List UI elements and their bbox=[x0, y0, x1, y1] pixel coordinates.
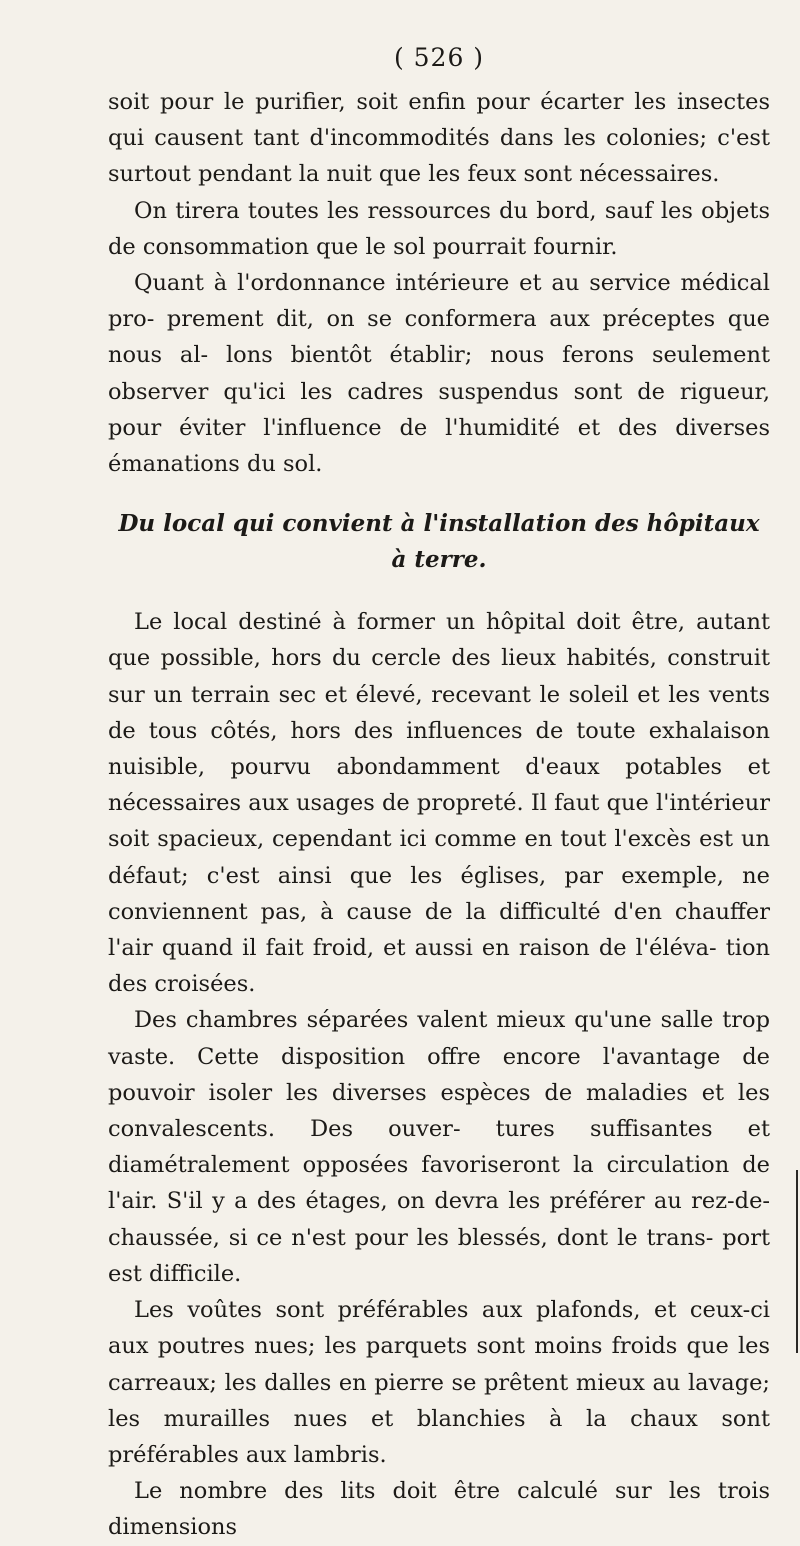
paragraph: Les voûtes sont préférables aux plafonds, et ceux-ci aux poutres nues; les parquets sont moins froids que les carreaux; les dalles en pierre se prêtent mieux au lavage; les murailles nues et blanchies à la chaux sont préférables aux lambris. bbox=[108, 1297, 770, 1468]
section-heading: Du local qui convient à l'installation des hôpitaux à terre. bbox=[118, 510, 760, 574]
paragraph: soit pour le purifier, soit enfin pour écarter les insectes qui causent tant d'incommodités dans les colonies; c'est surtout pendant la nuit que les feux sont nécessaires. bbox=[108, 89, 770, 188]
paragraph: Le local destiné à former un hôpital doit être, autant que possible, hors du cercle des lieux habités, construit sur un terrain sec et élevé, recevant le soleil et les vents de tous côtés, hors des influences de toute exhalaison nuisible, pourvu abondamment d'eaux potables et nécessaires aux usages de propreté. Il faut que l'intérieur soit spacieux, cependant ici comme en tout l'excès est un défaut; c'est ainsi que les églises, par exemple, ne conviennent pas, à cause de la difficulté d'en chauffer l'air quand il fait froid, et aussi en raison de l'éléva- tion des croisées. bbox=[108, 609, 770, 998]
page-number: ( 526 ) bbox=[393, 43, 485, 72]
paragraph: Des chambres séparées valent mieux qu'une salle trop vaste. Cette disposition offre encore l'avantage de pouvoir isoler les diverses espèces de maladies et les convalescents. Des ouver- tures suffisantes et diamétralement opposées favoriseront la circulation de l'air. S'il y a des étages, on devra les préférer au rez-de-chaussée, si ce n'est pour les blessés, dont le trans- port est difficile. bbox=[108, 1007, 770, 1287]
page-edge-shadow bbox=[796, 1170, 798, 1353]
paragraph: Quant à l'ordonnance intérieure et au service médical pro- prement dit, on se conformera aux préceptes que nous al- lons bientôt établir; nous ferons seulement observer qu'ici les cadres suspendus sont de rigueur, pour éviter l'influence de l'humidité et des diverses émanations du sol. bbox=[108, 270, 770, 478]
document-page bbox=[108, 38, 770, 1546]
paragraph: Le nombre des lits doit être calculé sur les trois dimensions bbox=[108, 1478, 770, 1541]
paragraph: On tirera toutes les ressources du bord, sauf les objets de consommation que le sol pourrait fournir. bbox=[108, 197, 770, 260]
